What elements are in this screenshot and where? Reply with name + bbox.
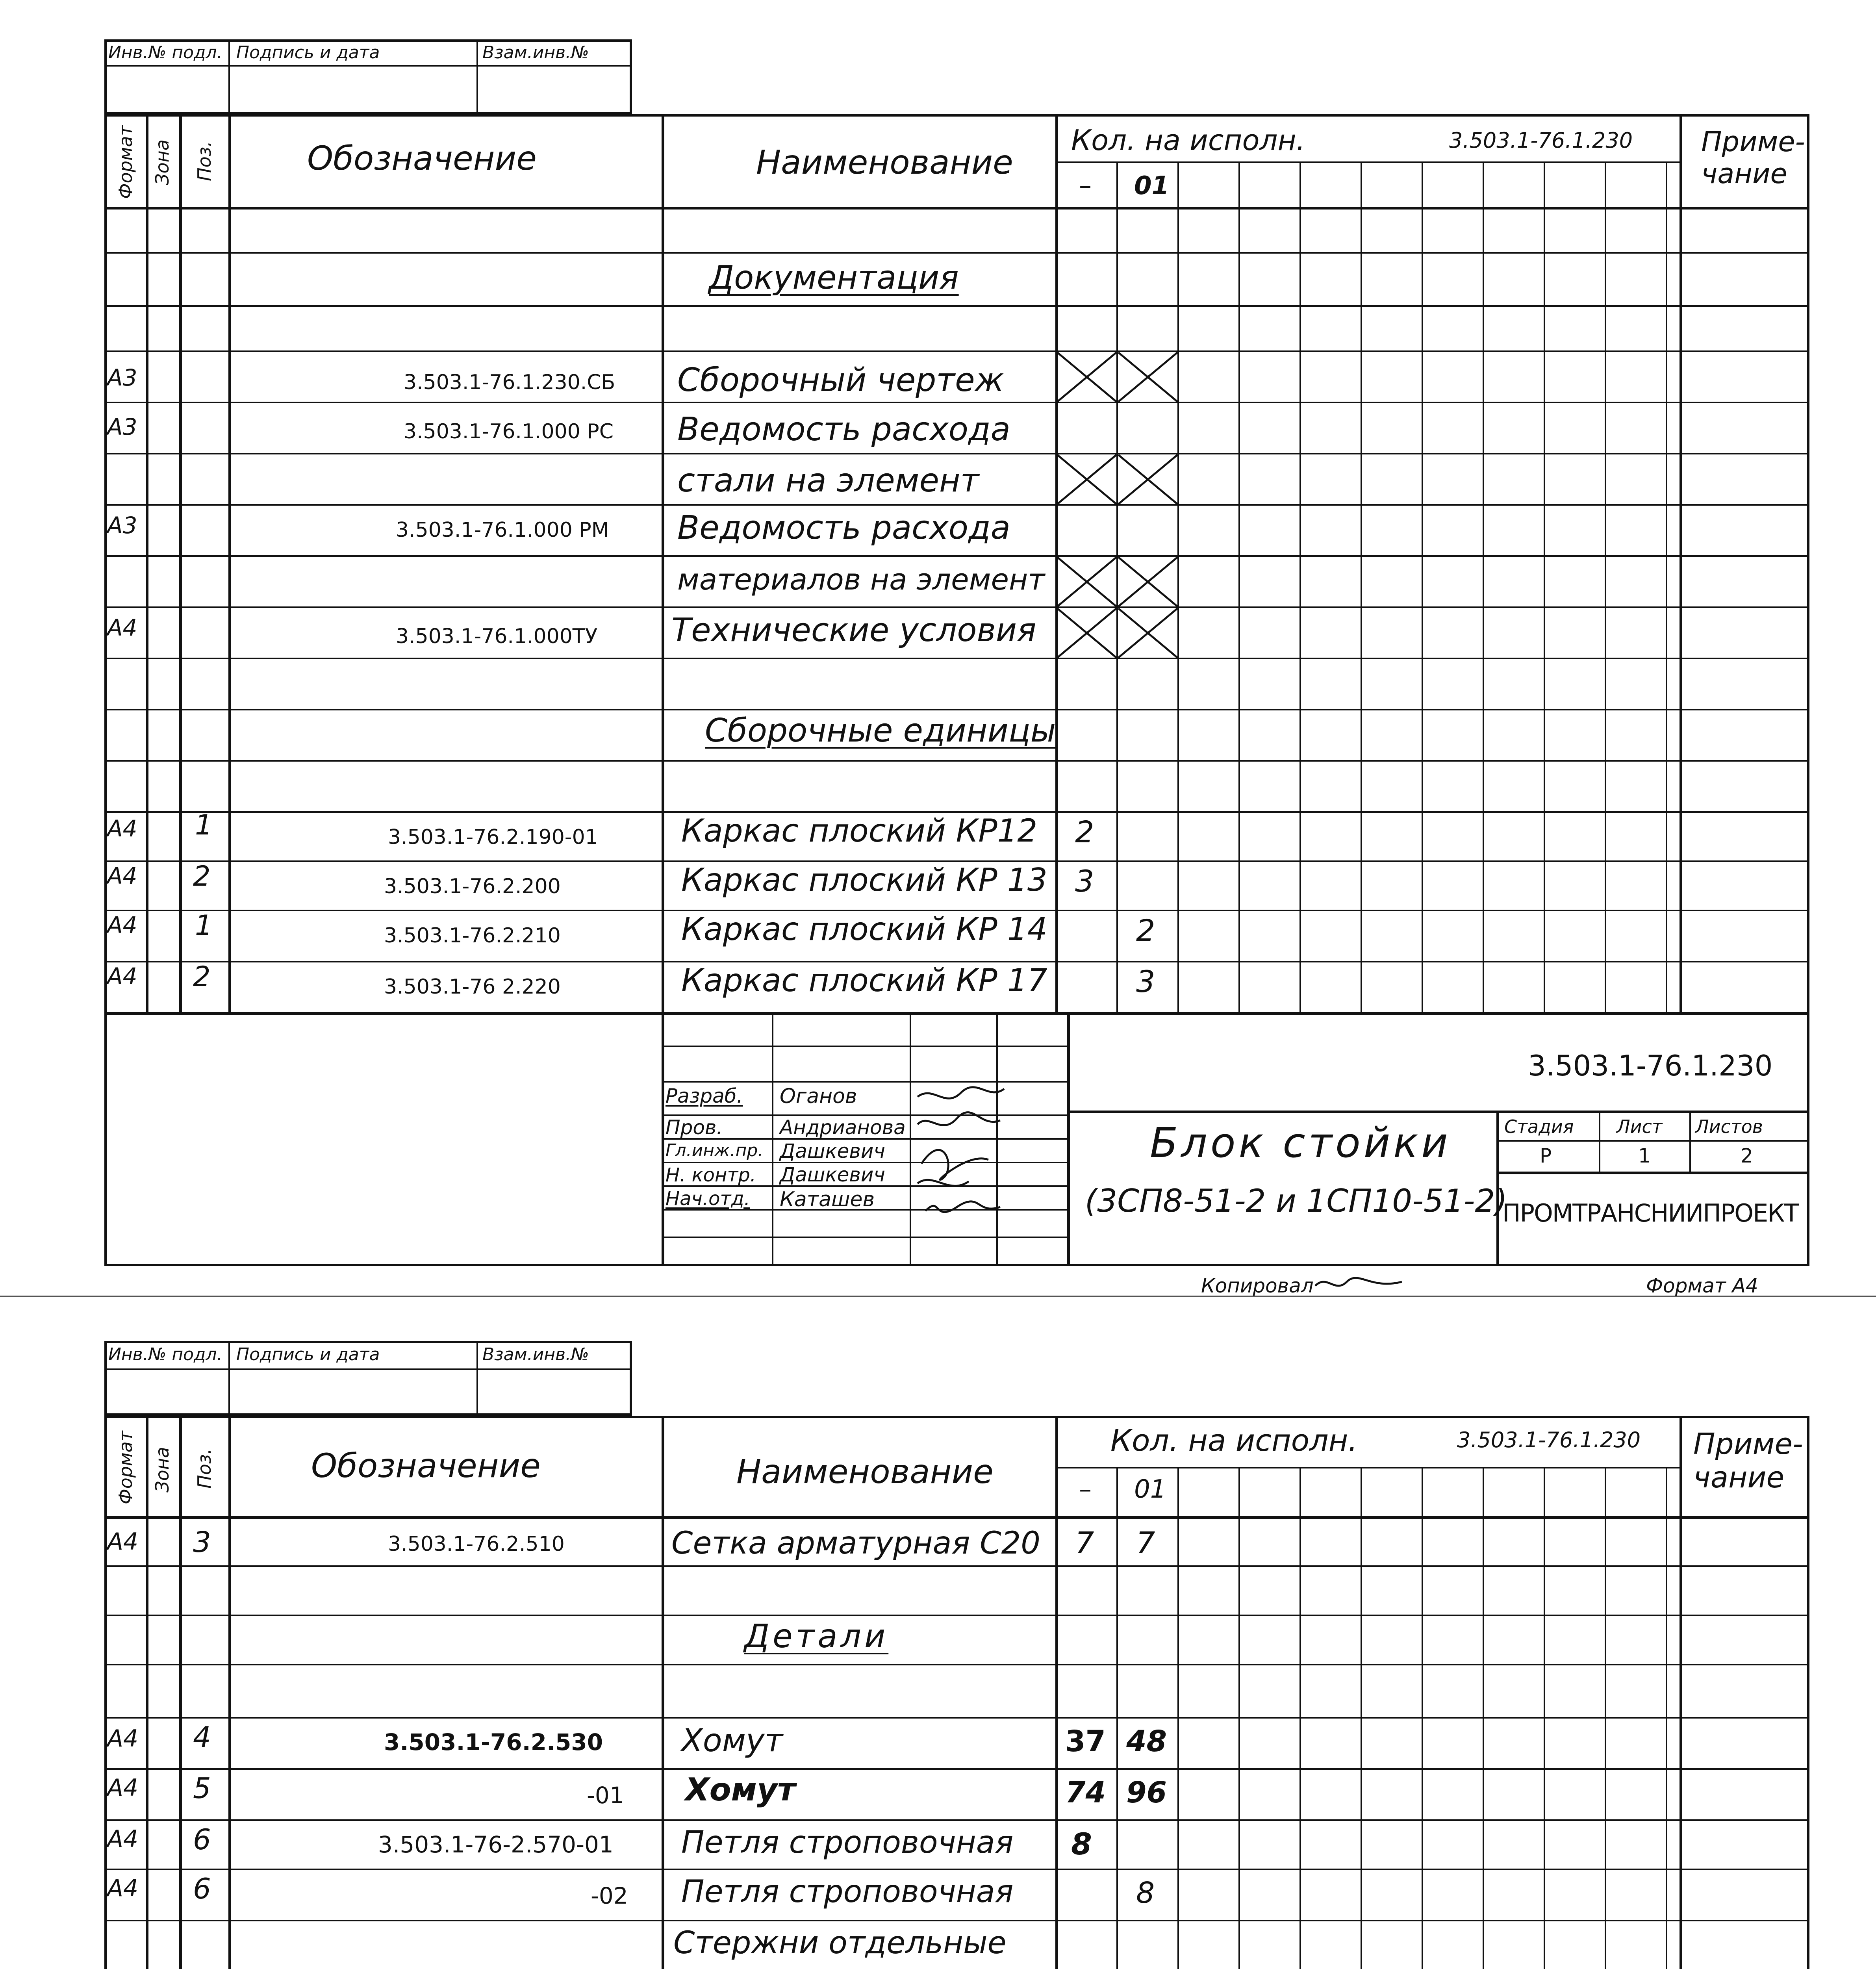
footer-format-1: Формат А4 xyxy=(1646,1274,1758,1297)
person-name: Дашкевич xyxy=(780,1140,885,1162)
stamp-sheets: 2 xyxy=(1741,1144,1753,1167)
cross-mark xyxy=(1118,557,1177,606)
replace-inv-label: Взам.инв.№ xyxy=(482,1344,589,1365)
role-developer: Разраб. xyxy=(665,1085,743,1107)
footer-copied-1: Копировал xyxy=(1201,1274,1314,1297)
cross-mark xyxy=(1057,455,1116,504)
role-checker: Пров. xyxy=(665,1116,723,1139)
col-name: Наименование xyxy=(736,1452,994,1491)
col-zone: Зона xyxy=(152,139,173,185)
col-pos: Поз. xyxy=(194,141,215,181)
col-qty-01: 01 xyxy=(1134,171,1170,200)
stamp-stage-label: Стадия xyxy=(1504,1116,1574,1137)
role-chief-engineer: Гл.инж.пр. xyxy=(665,1140,764,1161)
col-qty-01: 01 xyxy=(1134,1475,1166,1504)
col-note: Приме- чание xyxy=(1693,1427,1803,1495)
col-zone: Зона xyxy=(152,1447,173,1493)
person-name: Андрианова xyxy=(780,1116,906,1139)
col-qty-dash: – xyxy=(1079,1475,1092,1504)
section-assemblies: Сборочные единицы xyxy=(705,712,1056,749)
col-designation: Обозначение xyxy=(307,139,537,178)
copier-signature xyxy=(1311,1270,1414,1298)
stamp-org: ПРОМТРАНСНИИПРОЕКТ xyxy=(1502,1199,1798,1227)
col-format: Формат xyxy=(115,1431,136,1504)
cross-mark xyxy=(1057,557,1116,606)
inv-label: Инв.№ подл. xyxy=(108,43,222,63)
col-designation: Обозначение xyxy=(311,1446,541,1485)
person-name: Дашкевич xyxy=(780,1163,885,1186)
sign-date-label: Подпись и дата xyxy=(236,43,380,63)
qty-cross-marks xyxy=(0,0,1876,788)
col-name: Наименование xyxy=(756,143,1013,182)
section-documentation: Документация xyxy=(709,259,959,297)
col-qty: Кол. на исполн. xyxy=(1071,124,1305,157)
col-qty-dash: – xyxy=(1079,171,1092,200)
replace-inv-label: Взам.инв.№ xyxy=(482,43,589,63)
col-format: Формат xyxy=(115,125,136,199)
stamp-code: 3.503.1-76.1.230 xyxy=(1528,1049,1773,1082)
stamp-sheet: 1 xyxy=(1638,1144,1651,1167)
cross-mark xyxy=(1118,608,1177,658)
role-dept-head: Нач.отд. xyxy=(665,1188,750,1210)
section-parts: Детали xyxy=(744,1618,889,1655)
stamp-stage: Р xyxy=(1540,1144,1552,1167)
cross-mark xyxy=(1118,352,1177,402)
cross-mark xyxy=(1118,455,1177,504)
col-note: Приме- чание xyxy=(1701,126,1805,190)
stamp-sheets-label: Листов xyxy=(1695,1116,1763,1137)
inv-label: Инв.№ подл. xyxy=(108,1344,222,1365)
col-qty-code: 3.503.1-76.1.230 xyxy=(1449,128,1633,153)
sign-date-label: Подпись и дата xyxy=(236,1344,380,1365)
stamp-title: Блок стойки xyxy=(1150,1119,1451,1167)
stamp-sheet-label: Лист xyxy=(1616,1116,1663,1137)
cross-mark xyxy=(1057,608,1116,658)
stamp-subtitle: (3СП8-51-2 и 1СП10-51-2) xyxy=(1085,1183,1507,1219)
col-qty-code: 3.503.1-76.1.230 xyxy=(1457,1428,1641,1452)
signatures xyxy=(910,1081,1028,1239)
person-name: Оганов xyxy=(780,1085,857,1108)
col-pos: Поз. xyxy=(194,1448,215,1489)
col-qty: Кол. на исполн. xyxy=(1110,1423,1358,1458)
cross-mark xyxy=(1057,352,1116,402)
role-norm-control: Н. контр. xyxy=(665,1164,756,1186)
person-name: Каташев xyxy=(780,1188,875,1211)
